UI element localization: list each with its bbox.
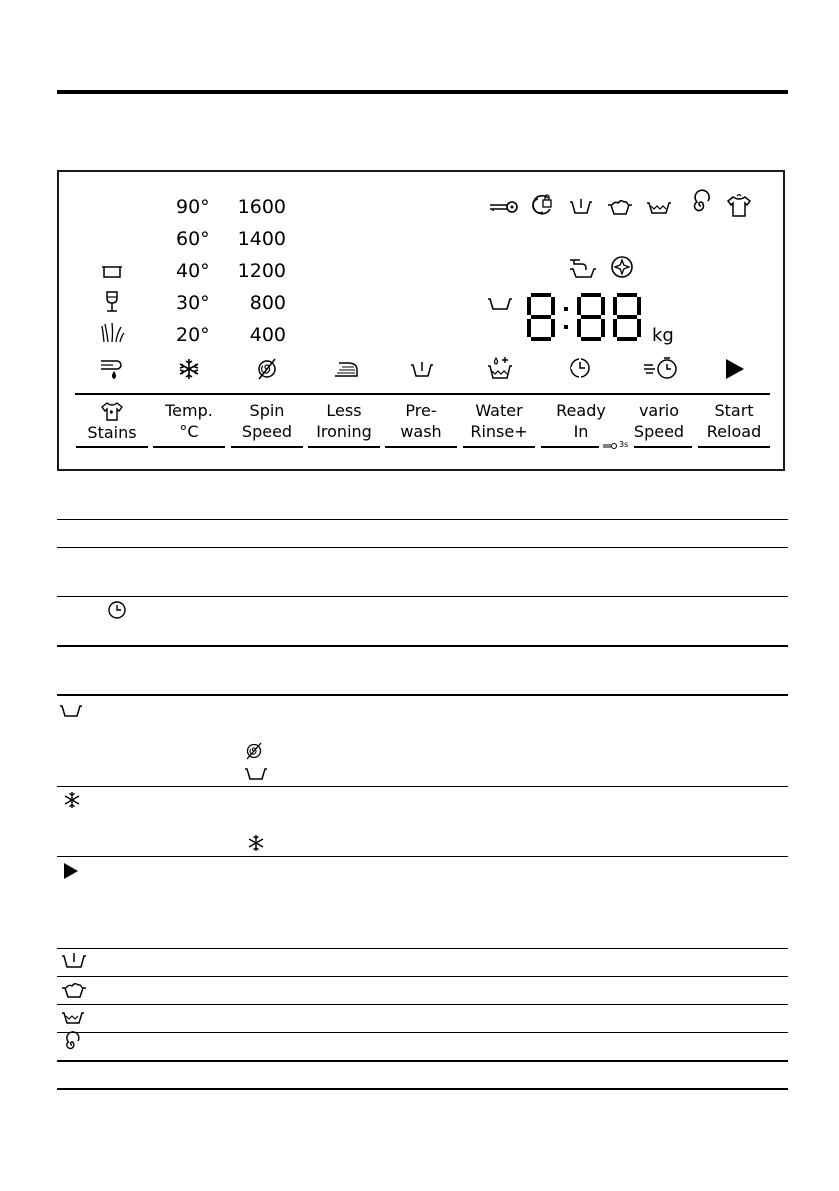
table-clock-icon <box>107 600 127 620</box>
vario-speed-button[interactable] <box>624 400 694 442</box>
door-lock-icon <box>530 193 554 217</box>
temp-20: 20° <box>176 324 210 346</box>
water-tap-icon <box>569 255 597 279</box>
table-rule-12 <box>57 1060 788 1062</box>
temp-button[interactable] <box>153 400 225 442</box>
ready-in-label-1: Ready <box>556 401 606 420</box>
cotton-tub-icon <box>100 263 124 279</box>
temp-underline <box>153 446 225 448</box>
less-ironing-label-2: Ironing <box>316 422 372 441</box>
table-rule-4 <box>57 645 788 647</box>
child-lock-key-icon <box>489 198 519 216</box>
stain-drop-icon <box>99 357 125 383</box>
less-ironing-label-1: Less <box>326 401 362 420</box>
start-reload-button[interactable] <box>698 400 770 442</box>
speed-timer-icon <box>643 356 679 380</box>
less-ironing-button[interactable] <box>308 400 380 442</box>
start-play-icon[interactable] <box>724 358 746 380</box>
table-rule-7 <box>57 856 788 857</box>
main-wash-tub-icon <box>607 196 633 216</box>
hold-hint: 3s <box>619 440 629 449</box>
prewash-icon <box>410 359 434 379</box>
table-rule-1 <box>57 519 788 520</box>
ready-in-label-2: In <box>573 422 589 441</box>
cold-snowflake-icon <box>178 358 200 380</box>
unit-label: kg <box>652 325 674 346</box>
table-prewash-icon <box>61 951 87 969</box>
spin-1600: 1600 <box>237 196 286 218</box>
header-rule <box>57 90 788 94</box>
no-spin-icon <box>256 357 278 381</box>
table-snowflake-icon-2 <box>247 834 265 852</box>
ready-in-button[interactable] <box>541 400 621 442</box>
vario-speed-underline <box>634 446 692 448</box>
table-play-icon <box>63 862 79 880</box>
ready-in-underline <box>541 446 599 448</box>
seven-segment-display <box>527 293 643 343</box>
table-rule-6 <box>57 786 788 787</box>
table-main-wash-icon <box>61 980 87 998</box>
table-rule-11 <box>57 1032 788 1033</box>
water-rinse-label-1: Water <box>475 401 523 420</box>
water-plus-icon <box>487 355 513 381</box>
table-rule-2 <box>57 547 788 548</box>
grass-stain-icon <box>101 322 125 344</box>
less-ironing-underline <box>308 446 380 448</box>
vario-speed-label-1: vario <box>638 401 680 420</box>
table-tub-icon-2 <box>244 767 268 781</box>
water-rinse-label-2: Rinse+ <box>470 422 528 441</box>
spin-label-1: Spin <box>249 401 285 420</box>
start-underline <box>698 446 770 448</box>
spin-1400: 1400 <box>237 228 286 250</box>
spin-1200: 1200 <box>237 260 286 282</box>
water-rinse-button[interactable] <box>463 400 535 442</box>
table-rule-10 <box>57 1004 788 1005</box>
key-hold-icon <box>603 442 617 450</box>
stain-shirt-icon <box>101 400 123 422</box>
table-rinse-icon <box>61 1009 85 1025</box>
spin-800: 800 <box>249 292 286 314</box>
table-rule-13 <box>57 1088 788 1090</box>
drum-clean-icon <box>610 255 634 279</box>
stains-label: Stains <box>87 423 137 442</box>
table-rule-5 <box>57 694 788 696</box>
tub-icon <box>487 296 513 312</box>
start-reload-label-2: Reload <box>706 422 762 441</box>
spin-icon <box>690 195 712 217</box>
temp-40: 40° <box>176 260 210 282</box>
vario-speed-label-2: Speed <box>633 422 685 441</box>
table-rule-8 <box>57 948 788 949</box>
stain-shirt-icon <box>726 192 752 218</box>
table-tub-icon <box>59 704 83 718</box>
rinse-tub-icon <box>646 196 672 216</box>
wine-glass-icon <box>104 290 120 314</box>
prewash-button[interactable] <box>385 400 457 442</box>
spin-400: 400 <box>249 324 286 346</box>
stains-button[interactable] <box>76 400 148 443</box>
clock-icon <box>569 357 591 379</box>
prewash-underline <box>385 446 457 448</box>
table-no-spin-icon <box>245 741 263 761</box>
table-spin-icon <box>63 1036 81 1054</box>
temp-label-2: °C <box>179 422 199 441</box>
button-separator <box>75 393 770 395</box>
prewash-label-2: wash <box>400 422 442 441</box>
temp-90: 90° <box>176 196 210 218</box>
table-snowflake-icon <box>63 791 81 809</box>
stains-underline <box>76 446 148 448</box>
prewash-tub-icon <box>569 196 593 216</box>
start-reload-label-1: Start <box>714 401 754 420</box>
prewash-label-1: Pre- <box>405 401 437 420</box>
spin-underline <box>231 446 303 448</box>
spin-speed-button[interactable] <box>231 400 303 442</box>
temp-label-1: Temp. <box>165 401 213 420</box>
table-rule-9 <box>57 976 788 977</box>
table-rule-3 <box>57 596 788 597</box>
temp-60: 60° <box>176 228 210 250</box>
iron-icon <box>333 360 359 378</box>
water-rinse-underline <box>463 446 535 448</box>
temp-30: 30° <box>176 292 210 314</box>
spin-label-2: Speed <box>241 422 293 441</box>
